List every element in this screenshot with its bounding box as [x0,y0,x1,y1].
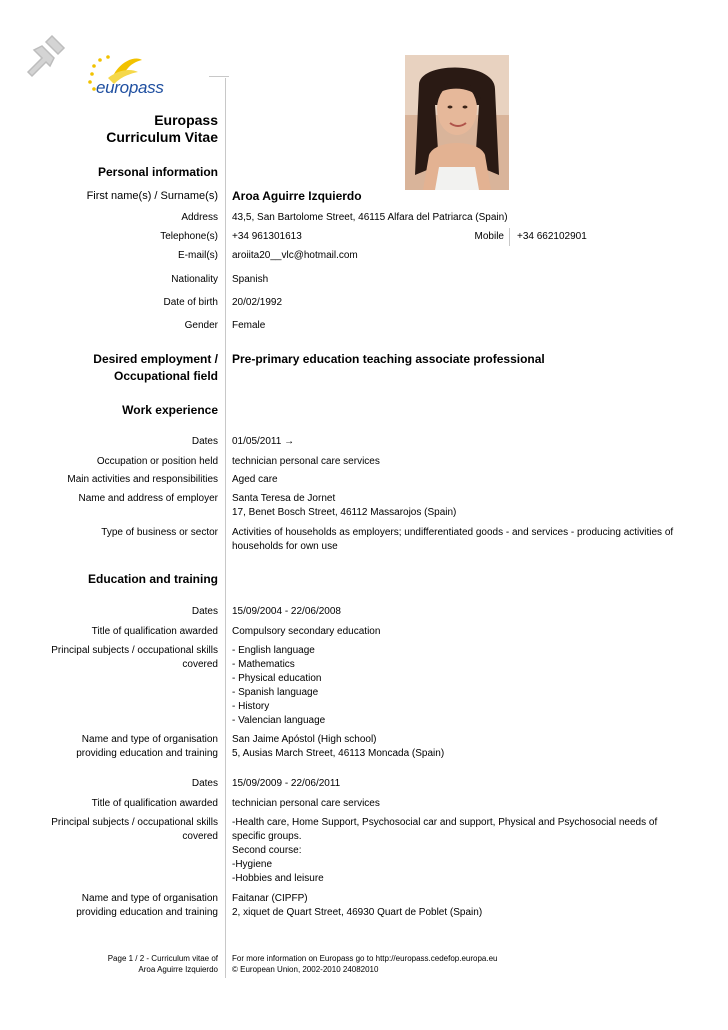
edu2-org-name: Faitanar (CIPFP) [232,893,308,904]
footer-page-info [0,953,218,975]
list-item: - History [232,701,270,712]
mobile-value: +34 662102901 [517,231,587,242]
header-rule [209,76,229,77]
edu2-dates-value: 15/09/2009 - 22/06/2011 [232,778,341,789]
list-item: - Mathematics [232,659,295,670]
person-portrait-icon [405,55,509,190]
edu1-org-label-line1: Name and type of organisation [81,734,218,745]
column-divider [225,78,226,956]
list-item: - Physical education [232,673,322,684]
desired-label-line2: Occupational field [113,369,218,383]
desired-value: Pre-primary education teaching associate professional [232,352,545,366]
employer-name: Santa Teresa de Jornet [232,493,336,504]
business-line1: Activities of households as employers; undifferentiated goods - and services - producing activities of [232,527,674,538]
edu2-organisation-label [0,892,218,920]
telephone-value: +34 961301613 [232,231,302,242]
edu1-subjects-list [232,644,325,728]
employer-label: Name and address of employer [78,493,218,504]
work-dates-value: 01/05/2011 → [232,436,295,447]
edu1-dates-label: Dates [191,606,218,617]
footer-europass-link-text: For more information on Europass go to http://europass.cedefop.europa.eu [232,954,498,963]
list-item: specific groups. [232,831,302,842]
list-item: - Valencian language [232,715,326,726]
edu2-dates-label: Dates [191,778,218,789]
edu2-org-label-line1: Name and type of organisation [81,893,218,904]
occupation-label: Occupation or position held [96,456,218,467]
edu2-qualification-label: Title of qualification awarded [91,798,218,809]
edu2-org-address: 2, xiquet de Quart Street, 46930 Quart de Poblet (Spain) [232,907,483,918]
edu2-org-label-line2: providing education and training [76,907,218,918]
email-label: E-mail(s) [178,250,218,261]
edu2-subjects-label-line2: covered [182,831,218,842]
name-value: Aroa Aguirre Izquierdo [232,189,362,203]
employer-value [232,492,456,520]
nationality-value: Spanish [232,274,269,285]
pushpin-icon [18,28,72,82]
footer-divider [225,950,226,978]
cv-title-line2: Curriculum Vitae [106,129,218,145]
section-title-education: Education and training [87,572,218,586]
occupation-value: technician personal care services [232,456,380,467]
list-item: -Hobbies and leisure [232,873,324,884]
edu1-subjects-label-line2: covered [182,659,218,670]
address-label: Address [181,212,218,223]
edu1-organisation-label [0,733,218,761]
edu2-subjects-list [232,816,657,886]
cv-title-line1: Europass [154,112,218,128]
business-value [232,526,673,554]
edu1-subjects-label-line1: Principal subjects / occupational skills [51,645,218,656]
gender-value: Female [232,320,266,331]
business-label: Type of business or sector [101,527,218,538]
edu1-subjects-label [0,644,218,672]
footer-page-line2: Aroa Aguirre Izquierdo [138,965,218,974]
email-value: aroiita20__vlc@hotmail.com [232,250,358,261]
activities-value: Aged care [232,474,278,485]
telephone-label: Telephone(s) [160,231,218,242]
edu2-qualification-value: technician personal care services [232,798,380,809]
employer-address: 17, Benet Bosch Street, 46112 Massarojos (Spain) [232,507,457,518]
profile-photo [405,55,509,190]
edu2-subjects-label-line1: Principal subjects / occupational skills [51,817,218,828]
activities-label: Main activities and responsibilities [67,474,218,485]
edu1-org-address: 5, Ausias March Street, 46113 Moncada (Spain) [232,748,445,759]
list-item: -Hygiene [232,859,273,870]
name-label: First name(s) / Surname(s) [86,190,218,202]
edu2-subjects-label [0,816,218,844]
europass-logo-text: europass [96,78,164,97]
list-item: - Spanish language [232,687,319,698]
edu1-qualification-label: Title of qualification awarded [91,626,218,637]
list-item: -Health care, Home Support, Psychosocial car and support, Physical and Psychosocial needs of [232,817,658,828]
section-title-work: Work experience [122,403,218,417]
edu1-org-label-line2: providing education and training [76,748,218,759]
gender-label: Gender [184,320,218,331]
edu1-dates-value: 15/09/2004 - 22/06/2008 [232,606,341,617]
footer-copyright: © European Union, 2002-2010 24082010 [232,965,379,974]
edu1-org-name: San Jaime Apóstol (High school) [232,734,377,745]
footer-page-line1: Page 1 / 2 - Curriculum vitae of [107,954,218,963]
desired-label-line1: Desired employment / [93,352,218,366]
edu2-organisation-value [232,892,482,920]
dob-value: 20/02/1992 [232,297,283,308]
dob-label: Date of birth [163,297,218,308]
section-title-personal: Personal information [97,165,218,179]
edu1-qualification-value: Compulsory secondary education [232,626,381,637]
footer-europass-info [232,953,498,975]
mobile-divider [509,228,510,246]
business-line2: households for own use [232,541,338,552]
list-item: Second course: [232,845,302,856]
edu1-organisation-value [232,733,444,761]
address-value: 43,5, San Bartolome Street, 46115 Alfara del Patriarca (Spain) [232,212,508,223]
list-item: - English language [232,645,315,656]
mobile-label: Mobile [474,231,504,242]
europass-logo [84,52,174,102]
nationality-label: Nationality [171,274,218,285]
work-dates-label: Dates [191,436,218,447]
